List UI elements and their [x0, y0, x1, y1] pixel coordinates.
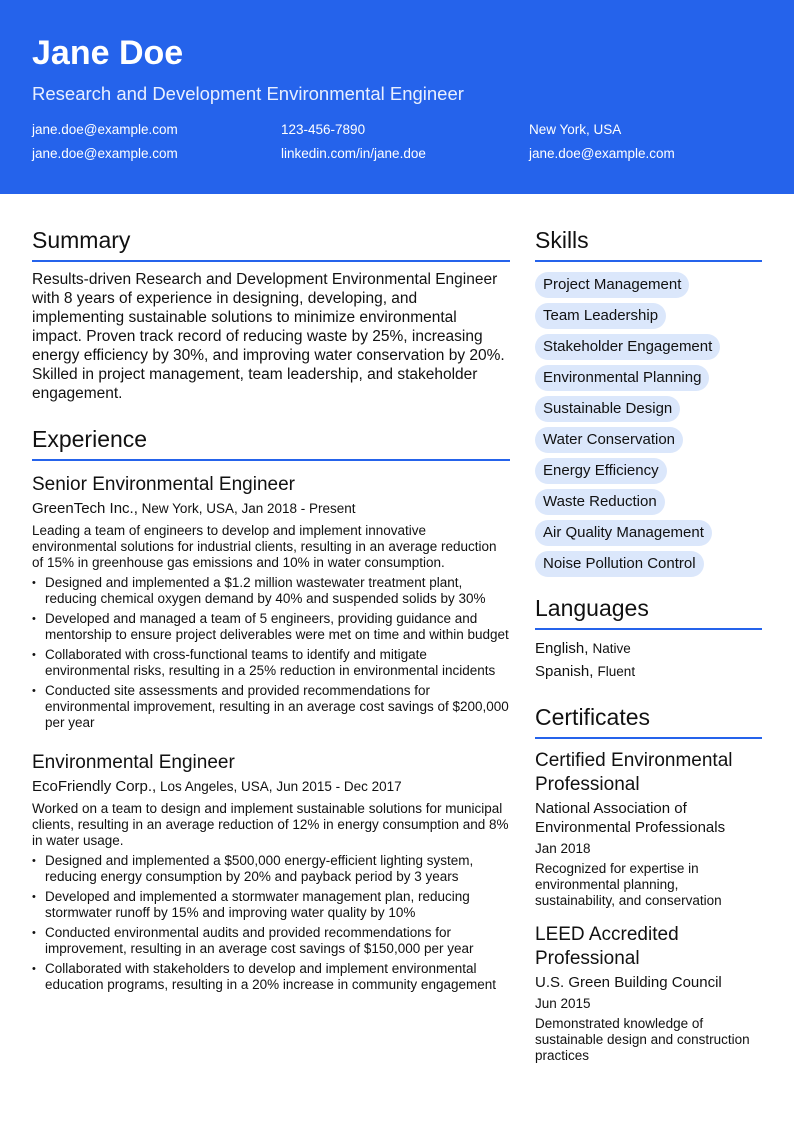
certificate-date: Jun 2015 — [535, 996, 591, 1011]
certificate-item — [535, 749, 762, 909]
job-bullet: • Collaborated with stakeholders to develop and implement environmental education programs, resulting in a 20% increase in community engagement — [32, 961, 510, 993]
skills-section — [535, 226, 762, 582]
contact-linkedin[interactable]: linkedin.com/in/jane.doe — [281, 146, 426, 161]
skill-chip: Noise Pollution Control — [535, 551, 704, 577]
job-bullets — [32, 575, 510, 731]
main-column — [32, 226, 510, 997]
job-bullet: • Conducted site assessments and provided recommendations for environmental improvement, resulting in an average cost savings of $200,000 per year — [32, 683, 510, 731]
skills-heading: Skills — [535, 226, 762, 262]
candidate-title: Research and Development Environmental Engineer — [32, 83, 464, 104]
languages-section — [535, 594, 762, 681]
language-level: Native — [592, 641, 631, 656]
experience-item — [32, 751, 510, 993]
certificates-heading: Certificates — [535, 703, 762, 739]
languages-list — [535, 640, 762, 681]
job-bullet: • Developed and implemented a stormwater management plan, reducing stormwater runoff by 15% and improving water quality by 10% — [32, 889, 510, 921]
job-location: Los Angeles, USA, — [159, 779, 273, 794]
experience-item — [32, 473, 510, 731]
job-bullet: • Designed and implemented a $500,000 energy-efficient lighting system, reducing energy consumption by 20% and payback period by 3 years — [32, 853, 510, 885]
job-title: Environmental Engineer — [32, 752, 235, 773]
job-description: Worked on a team to design and implement sustainable solutions for municipal clients, resulting in an average reduction of 12% in energy consumption and 8% in water usage. — [32, 801, 509, 848]
skill-chip: Project Management — [535, 272, 689, 298]
certificate-issuer: U.S. Green Building Council — [535, 974, 722, 991]
experience-section — [32, 425, 510, 993]
resume-header — [0, 0, 794, 194]
certificate-name: LEED Accredited Professional — [535, 924, 679, 969]
job-title: Senior Environmental Engineer — [32, 474, 295, 495]
certificate-description: Demonstrated knowledge of sustainable design and construction practices — [535, 1016, 750, 1063]
skill-chip: Sustainable Design — [535, 396, 680, 422]
skill-chip: Waste Reduction — [535, 489, 665, 515]
job-bullets — [32, 853, 510, 993]
language-item — [535, 640, 762, 658]
contact-phone[interactable]: 123-456-7890 — [281, 122, 366, 137]
summary-section — [32, 226, 510, 403]
skill-chip: Air Quality Management — [535, 520, 712, 546]
job-location: New York, USA, — [141, 501, 238, 516]
contact-email-secondary[interactable]: jane.doe@example.com — [32, 146, 178, 161]
skill-chip: Stakeholder Engagement — [535, 334, 720, 360]
experience-heading: Experience — [32, 425, 510, 461]
job-bullet: • Conducted environmental audits and provided recommendations for improvement, resulting in an average cost savings of $150,000 per year — [32, 925, 510, 957]
certificate-description: Recognized for expertise in environmental planning, sustainability, and conservation — [535, 861, 722, 908]
languages-heading: Languages — [535, 594, 762, 630]
job-description: Leading a team of engineers to develop and implement innovative environmental solutions for industrial clients, resulting in an average reduction of 15% in greenhouse gas emissions and 10% in water consumption. — [32, 523, 497, 570]
language-name: English, — [535, 640, 589, 657]
certificate-issuer: National Association of Environmental Professionals — [535, 800, 726, 836]
skill-chip: Energy Efficiency — [535, 458, 667, 484]
sidebar-column — [535, 226, 762, 1064]
job-bullet: • Collaborated with cross-functional teams to identify and mitigate environmental risks, resulting in a 25% reduction in environmental incidents — [32, 647, 510, 679]
job-meta — [32, 777, 510, 797]
contact-location: New York, USA — [529, 122, 622, 137]
certificates-section — [535, 703, 762, 1064]
language-name: Spanish, — [535, 663, 594, 680]
summary-heading: Summary — [32, 226, 510, 262]
skill-chip: Water Conservation — [535, 427, 683, 453]
language-level: Fluent — [597, 664, 636, 679]
summary-text: Results-driven Research and Development Environmental Engineer with 8 years of experience in designing, developing, and implementing sustainable solutions to minimize environmental impact. Proven track record of reducing waste by 25%, increasing energy efficiency by 30%, and improving water conservation by 20%. Skilled in project management, team leadership, and stakeholder engagement. — [32, 271, 505, 402]
certificate-date: Jan 2018 — [535, 841, 591, 856]
job-bullet: • Developed and managed a team of 5 engineers, providing guidance and mentorship to ensure project deliverables were met on time and within budget — [32, 611, 510, 643]
job-company: EcoFriendly Corp., — [32, 778, 157, 795]
candidate-name: Jane Doe — [32, 34, 184, 72]
certificate-item — [535, 923, 762, 1064]
language-item — [535, 663, 762, 681]
job-bullet: • Designed and implemented a $1.2 million wastewater treatment plant, reducing chemical oxygen demand by 40% and suspended solids by 30% — [32, 575, 510, 607]
certificate-name: Certified Environmental Professional — [535, 750, 733, 795]
skill-chip: Environmental Planning — [535, 365, 709, 391]
job-company: GreenTech Inc., — [32, 500, 138, 517]
skills-list — [535, 272, 762, 582]
job-dates: Jan 2018 - Present — [241, 501, 356, 516]
contact-email[interactable]: jane.doe@example.com — [32, 122, 178, 137]
job-dates: Jun 2015 - Dec 2017 — [276, 779, 402, 794]
job-meta — [32, 499, 510, 519]
skill-chip: Team Leadership — [535, 303, 666, 329]
contact-email-tertiary[interactable]: jane.doe@example.com — [529, 146, 675, 161]
